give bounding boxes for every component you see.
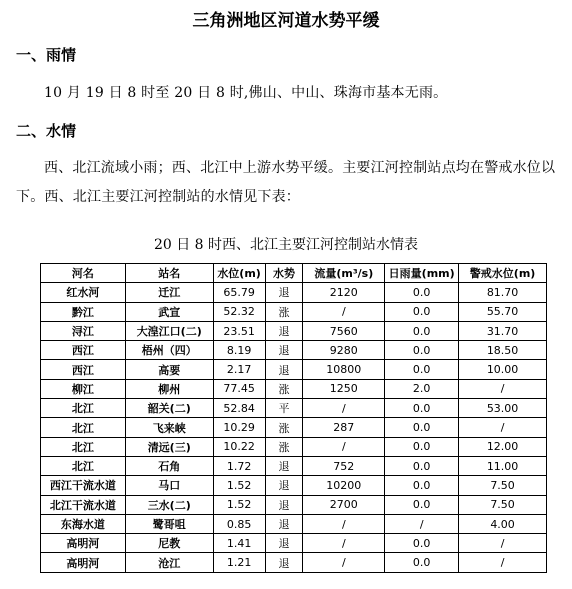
flow-cell: / <box>303 553 385 572</box>
flow-cell: 1250 <box>303 379 385 398</box>
station-cell: 尼教 <box>125 534 213 553</box>
level-cell: 8.19 <box>213 341 265 360</box>
col-header-level: 水位(m) <box>213 264 265 283</box>
trend-cell: 退 <box>265 283 303 302</box>
station-cell: 石角 <box>125 456 213 475</box>
river-cell: 柳江 <box>41 379 126 398</box>
col-header-station: 站名 <box>125 264 213 283</box>
level-cell: 1.41 <box>213 534 265 553</box>
level-cell: 65.79 <box>213 283 265 302</box>
water-level-table <box>40 263 547 573</box>
col-header-flow: 流量(m³/s) <box>303 264 385 283</box>
flow-cell: 7560 <box>303 321 385 340</box>
trend-cell: 退 <box>265 341 303 360</box>
table-row <box>41 399 547 418</box>
warning-level-cell: 55.70 <box>459 302 547 321</box>
river-cell: 西江 <box>41 341 126 360</box>
river-cell: 黔江 <box>41 302 126 321</box>
warning-level-cell: 7.50 <box>459 476 547 495</box>
flow-cell: 10200 <box>303 476 385 495</box>
table-row <box>41 379 547 398</box>
warning-level-cell: 31.70 <box>459 321 547 340</box>
rainfall-cell: 0.0 <box>385 360 459 379</box>
warning-level-cell: / <box>459 418 547 437</box>
station-cell: 柳州 <box>125 379 213 398</box>
river-cell: 西江干流水道 <box>41 476 126 495</box>
table-row <box>41 302 547 321</box>
rainfall-cell: 0.0 <box>385 399 459 418</box>
station-cell: 高要 <box>125 360 213 379</box>
rainfall-cell: / <box>385 514 459 533</box>
warning-level-cell: / <box>459 534 547 553</box>
station-cell: 飞来峡 <box>125 418 213 437</box>
river-cell: 北江 <box>41 418 126 437</box>
station-cell: 清远(三) <box>125 437 213 456</box>
rainfall-cell: 0.0 <box>385 283 459 302</box>
trend-cell: 涨 <box>265 437 303 456</box>
level-cell: 1.52 <box>213 495 265 514</box>
table-row <box>41 514 547 533</box>
river-cell: 红水河 <box>41 283 126 302</box>
level-cell: 77.45 <box>213 379 265 398</box>
river-cell: 东海水道 <box>41 514 126 533</box>
trend-cell: 涨 <box>265 418 303 437</box>
warning-level-cell: 12.00 <box>459 437 547 456</box>
level-cell: 52.32 <box>213 302 265 321</box>
station-cell: 迁江 <box>125 283 213 302</box>
warning-level-cell: 18.50 <box>459 341 547 360</box>
table-row <box>41 321 547 340</box>
rainfall-cell: 0.0 <box>385 341 459 360</box>
table-header-row <box>41 264 547 283</box>
trend-cell: 平 <box>265 399 303 418</box>
flow-cell: / <box>303 399 385 418</box>
table-row <box>41 360 547 379</box>
station-cell: 梧州（四） <box>125 341 213 360</box>
flow-cell: 10800 <box>303 360 385 379</box>
river-cell: 高明河 <box>41 534 126 553</box>
col-header-rainfall: 日雨量(mm) <box>385 264 459 283</box>
table-row <box>41 534 547 553</box>
level-cell: 1.72 <box>213 456 265 475</box>
rain-heading: 一、雨情 <box>16 46 77 64</box>
flow-cell: / <box>303 302 385 321</box>
table-row <box>41 341 547 360</box>
level-cell: 2.17 <box>213 360 265 379</box>
table-row <box>41 495 547 514</box>
trend-cell: 涨 <box>265 302 303 321</box>
warning-level-cell: 7.50 <box>459 495 547 514</box>
level-cell: 23.51 <box>213 321 265 340</box>
warning-level-cell: / <box>459 553 547 572</box>
col-header-warning-level: 警戒水位(m) <box>459 264 547 283</box>
river-cell: 浔江 <box>41 321 126 340</box>
rainfall-cell: 0.0 <box>385 534 459 553</box>
trend-cell: 退 <box>265 534 303 553</box>
warning-level-cell: 4.00 <box>459 514 547 533</box>
table-caption: 20 日 8 时西、北江主要江河控制站水情表 <box>153 237 419 253</box>
trend-cell: 退 <box>265 476 303 495</box>
trend-cell: 退 <box>265 360 303 379</box>
flow-cell: / <box>303 534 385 553</box>
flow-cell: 2700 <box>303 495 385 514</box>
river-cell: 北江干流水道 <box>41 495 126 514</box>
station-cell: 沧江 <box>125 553 213 572</box>
rainfall-cell: 0.0 <box>385 321 459 340</box>
station-cell: 鹭哥咀 <box>125 514 213 533</box>
page-title: 三角洲地区河道水势平缓 <box>192 11 380 31</box>
col-header-trend: 水势 <box>265 264 303 283</box>
water-heading: 二、水情 <box>16 122 77 140</box>
trend-cell: 退 <box>265 495 303 514</box>
water-paragraph: 西、北江流域小雨；西、北江中上游水势平缓。主要江河控制站点均在警戒水位以下。西、北江主要江河控制站的水情见下表： <box>16 160 556 205</box>
level-cell: 10.29 <box>213 418 265 437</box>
warning-level-cell: 11.00 <box>459 456 547 475</box>
flow-cell: / <box>303 514 385 533</box>
table-row <box>41 418 547 437</box>
rainfall-cell: 0.0 <box>385 553 459 572</box>
level-cell: 1.52 <box>213 476 265 495</box>
level-cell: 1.21 <box>213 553 265 572</box>
warning-level-cell: / <box>459 379 547 398</box>
flow-cell: 2120 <box>303 283 385 302</box>
table-row <box>41 283 547 302</box>
rainfall-cell: 0.0 <box>385 495 459 514</box>
station-cell: 三水(二) <box>125 495 213 514</box>
river-cell: 北江 <box>41 456 126 475</box>
trend-cell: 退 <box>265 553 303 572</box>
level-cell: 0.85 <box>213 514 265 533</box>
table-row <box>41 553 547 572</box>
warning-level-cell: 81.70 <box>459 283 547 302</box>
flow-cell: 752 <box>303 456 385 475</box>
river-cell: 北江 <box>41 437 126 456</box>
level-cell: 52.84 <box>213 399 265 418</box>
col-header-river: 河名 <box>41 264 126 283</box>
warning-level-cell: 53.00 <box>459 399 547 418</box>
level-cell: 10.22 <box>213 437 265 456</box>
station-cell: 韶关(二) <box>125 399 213 418</box>
flow-cell: 9280 <box>303 341 385 360</box>
trend-cell: 涨 <box>265 379 303 398</box>
table-row <box>41 437 547 456</box>
rainfall-cell: 0.0 <box>385 456 459 475</box>
table-row <box>41 456 547 475</box>
river-cell: 西江 <box>41 360 126 379</box>
trend-cell: 退 <box>265 514 303 533</box>
flow-cell: 287 <box>303 418 385 437</box>
river-cell: 北江 <box>41 399 126 418</box>
rainfall-cell: 2.0 <box>385 379 459 398</box>
rain-paragraph: 10 月 19 日 8 时至 20 日 8 时,佛山、中山、珠海市基本无雨。 <box>44 85 448 101</box>
warning-level-cell: 10.00 <box>459 360 547 379</box>
rainfall-cell: 0.0 <box>385 418 459 437</box>
table-row <box>41 476 547 495</box>
station-cell: 武宣 <box>125 302 213 321</box>
flow-cell: / <box>303 437 385 456</box>
rainfall-cell: 0.0 <box>385 476 459 495</box>
station-cell: 马口 <box>125 476 213 495</box>
river-cell: 高明河 <box>41 553 126 572</box>
rainfall-cell: 0.0 <box>385 302 459 321</box>
rainfall-cell: 0.0 <box>385 437 459 456</box>
station-cell: 大湟江口(二) <box>125 321 213 340</box>
trend-cell: 退 <box>265 321 303 340</box>
trend-cell: 退 <box>265 456 303 475</box>
